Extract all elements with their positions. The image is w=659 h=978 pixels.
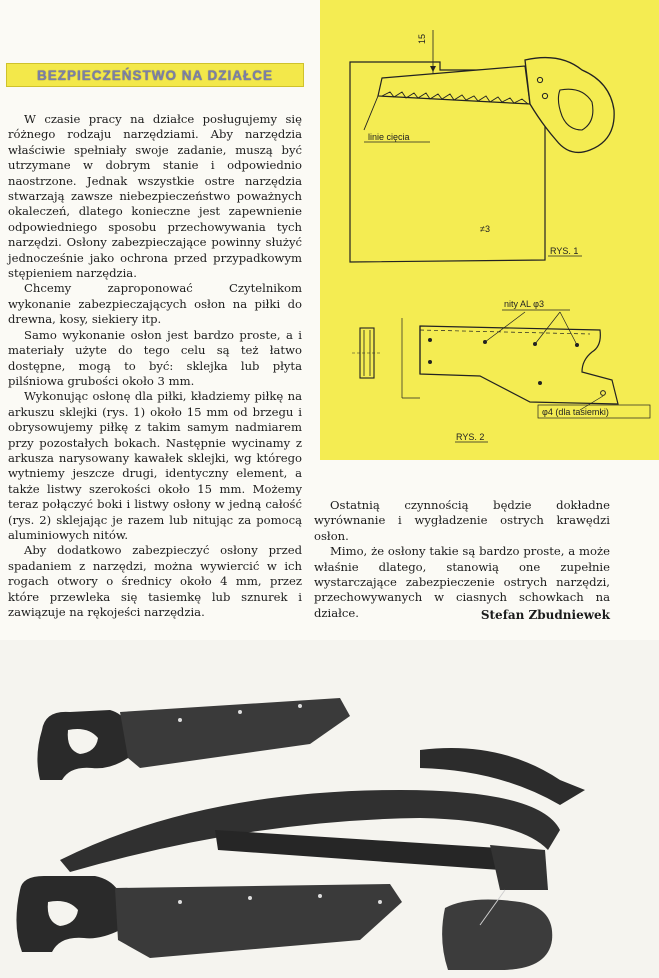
- cut-line-leader: [364, 96, 378, 130]
- paragraph: Wykonując osłonę dla piłki, kładziemy piłkę na arkuszu sklejki (rys. 1) około 15 mm od brzegu i obrysowujemy piłkę z takim samym nadmiarem przy pozostałych bokach. Następnie wycinamy z arkusza narysowany kawałek sklejki, wg którego wytniemy jeszcze drugi, identyczny element, a także listwy szerokości około 15 mm. Możemy teraz połączyć boki i listwy osłony w jedną całość (rys. 2) sklejając je razem lub nitując za pomocą aluminiowych nitów.: [8, 389, 302, 542]
- dimension-15-label: 15: [417, 33, 427, 44]
- holes-label: φ4 (dla tasiemki): [542, 407, 609, 417]
- dimension-arrow: [430, 66, 436, 72]
- article-column-right: [314, 498, 610, 621]
- technical-drawing: [320, 0, 659, 460]
- saw-cover-outline: [420, 326, 618, 404]
- paragraph: Chcemy zaproponować Czytelnikom wykonanie zabezpieczających osłon na piłki do drewna, kosy, siekiery itp.: [8, 281, 302, 327]
- article-column-left: [8, 112, 302, 620]
- tools-photo-illustration: [0, 640, 659, 978]
- figure-1-label: RYS. 1: [550, 246, 579, 256]
- axe-cover: [442, 900, 552, 970]
- author-name: Stefan Zbudniewek: [480, 608, 610, 622]
- axe-head: [490, 845, 548, 890]
- article-title: BEZPIECZEŃSTWO NA DZIAŁCE: [37, 67, 273, 83]
- rivet: [428, 338, 432, 342]
- thickness-label: ≠3: [480, 224, 490, 234]
- paragraph: Samo wykonanie osłon jest bardzo proste, a i materiały użyte do tego celu są też łatwo dostępne, mogą to być: sklejka lub płyta pilśniowa grubości około 3 mm.: [8, 327, 302, 388]
- rivets-label: nity AL φ3: [504, 299, 545, 309]
- paragraph: Ostatnią czynnością będzie dokładne wyrównanie i wygładzenie ostrych krawędzi osłon.: [314, 498, 610, 543]
- technical-drawing-panel: [320, 0, 659, 460]
- rivet: [428, 360, 432, 364]
- rivet: [538, 381, 542, 385]
- cut-lines-label: linie cięcia: [368, 132, 410, 142]
- tools-photograph: [0, 640, 659, 978]
- paragraph: W czasie pracy na działce posługujemy się różnego rodzaju narzędziami. Aby narzędzia właściwie spełniały swoje zadanie, muszą być utrzymane w dobrym stanie i odpowiednio naostrzone. Jednak wszystkie ostre narzędzia stwarzają zawsze niebezpieczeństwo poważnych okaleczeń, dlatego konieczne jest zapewnienie odpowiedniego sposobu przechowywania tych narzędzi. Osłony zabezpieczające powinny służyć jednocześnie jako ochrona przed przypadkowym stępieniem narzędzia.: [8, 112, 302, 281]
- paragraph: Aby dodatkowo zabezpieczyć osłony przed spadaniem z narzędzi, można wywiercić w ich rogach otwory o średnicy około 4 mm, przez które przewleka się tasiemkę lub sznurek i zawiązuje na rękojeści narzędzia.: [8, 543, 302, 619]
- figure-2-label: RYS. 2: [456, 432, 485, 442]
- article-title-bar: [6, 63, 304, 87]
- saw-blade: [378, 66, 530, 104]
- paragraph: Mimo, że osłony takie są bardzo proste, a może właśnie dlatego, stanowią one zupełnie wystarczające zabezpieczenie ostrych narzędzi, przechowywanych w ciasnych schowkach na działce.: [314, 544, 610, 620]
